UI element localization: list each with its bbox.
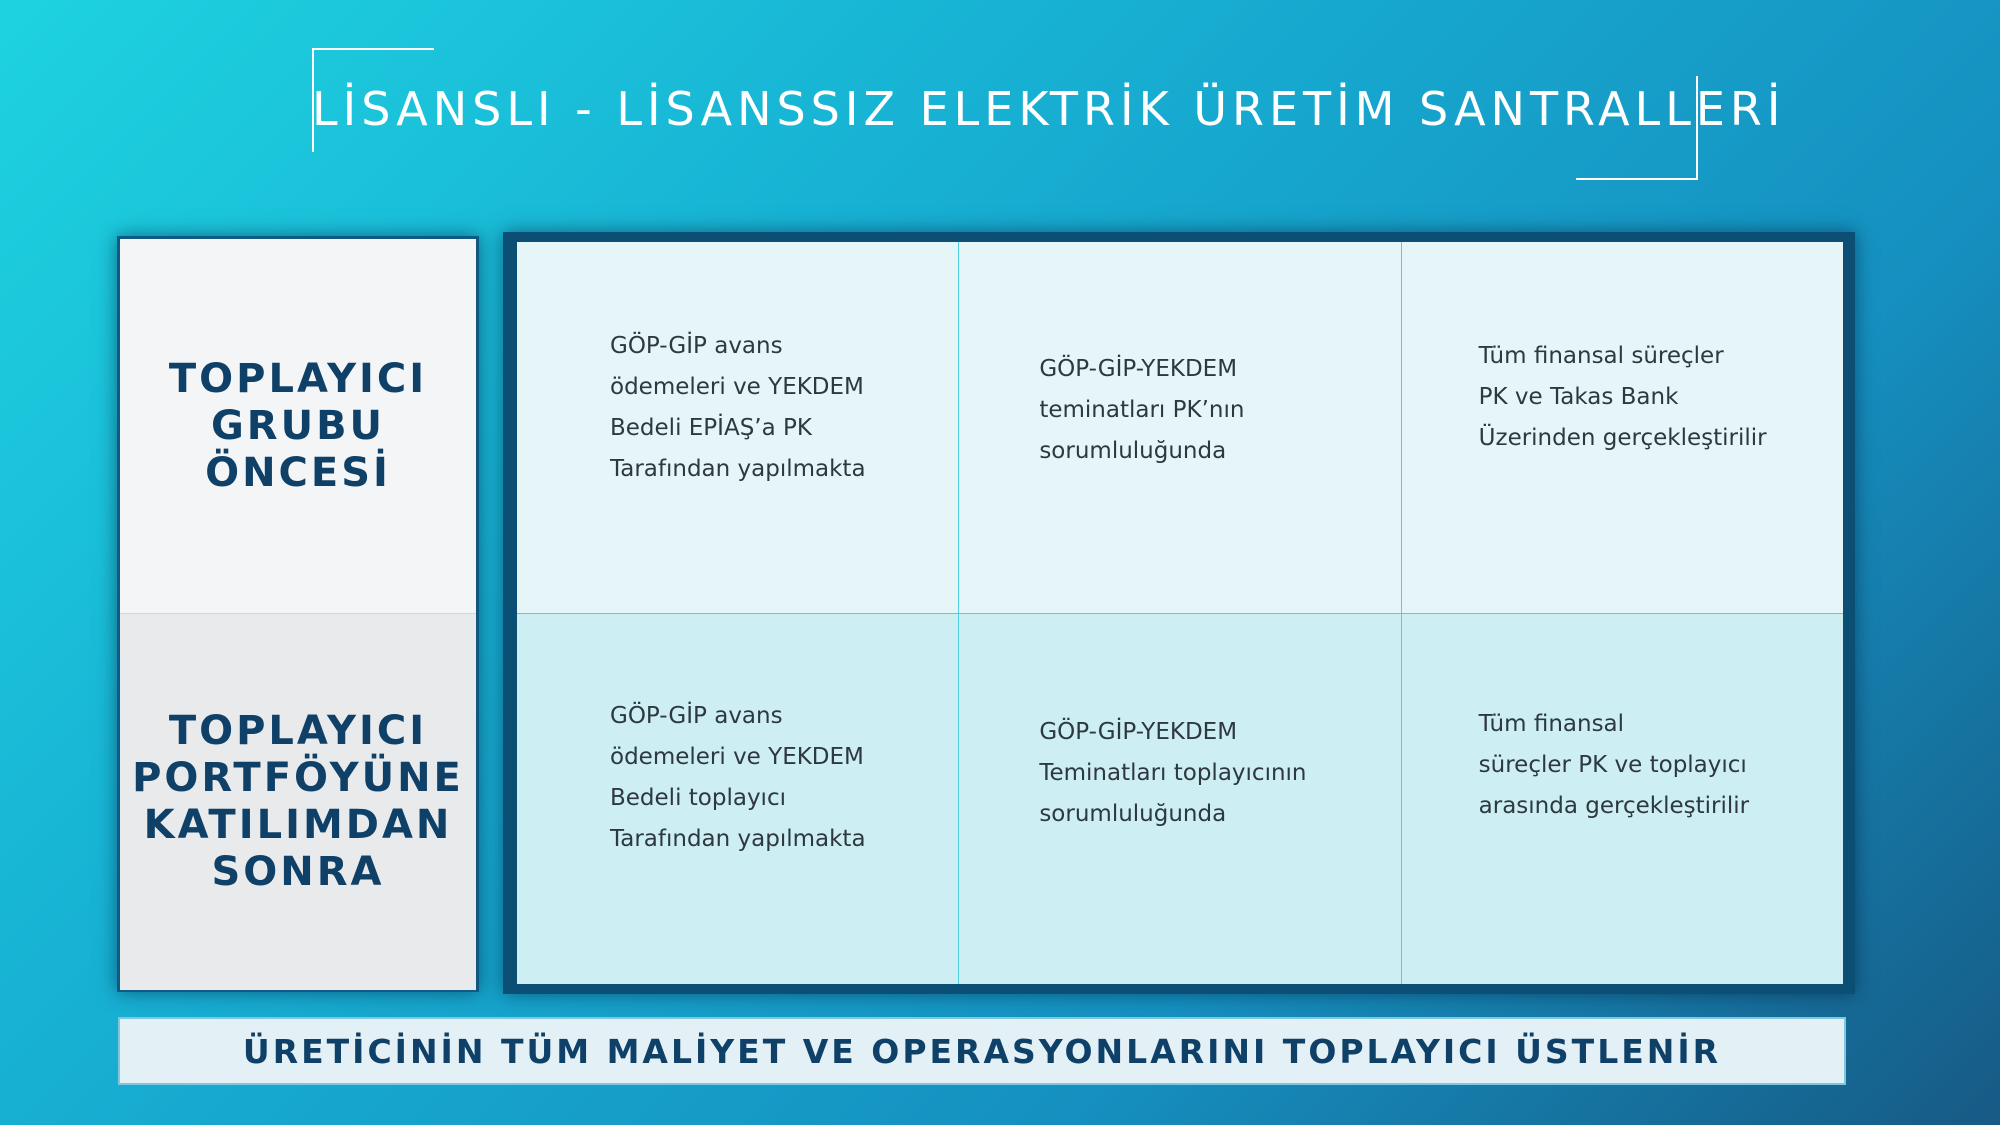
title-frame bbox=[312, 48, 1786, 180]
comparison-grid bbox=[503, 232, 1855, 994]
cell-text: GÖP-GİP-YEKDEM teminatları PK’nın sorumluluğunda bbox=[1039, 356, 1245, 464]
row-label-before bbox=[120, 239, 476, 613]
grid-cell-before-advance bbox=[517, 242, 958, 613]
footer-summary-text: ÜRETİCİNİN TÜM MALİYET VE OPERASYONLARINI TOPLAYICI ÜSTLENİR bbox=[242, 1031, 1722, 1071]
grid-cell-before-finance bbox=[1402, 242, 1843, 613]
row-label-before-text: TOPLAYICI GRUBU ÖNCESİ bbox=[168, 355, 428, 496]
comparison-grid-cells bbox=[517, 242, 1843, 984]
frame-corner-bottom-right bbox=[1576, 178, 1698, 180]
cell-text: Tüm finansal süreçler PK ve toplayıcı arasında gerçekleştirilir bbox=[1478, 710, 1750, 819]
page-title: LİSANSLI - LİSANSSIZ ELEKTRİK ÜRETİM SANTRALLERİ bbox=[312, 82, 1786, 136]
cell-text: GÖP-GİP-YEKDEM Teminatları toplayıcının sorumluluğunda bbox=[1039, 718, 1307, 827]
footer-summary-bar bbox=[118, 1017, 1846, 1085]
row-labels-panel bbox=[117, 236, 479, 992]
cell-text: Tüm finansal süreçler PK ve Takas Bank Üzerinden gerçekleştirilir bbox=[1478, 343, 1767, 451]
grid-cell-after-collateral bbox=[959, 614, 1400, 985]
grid-cell-after-advance bbox=[517, 614, 958, 985]
grid-cell-before-collateral bbox=[959, 242, 1400, 613]
cell-text: GÖP-GİP avans ödemeleri ve YEKDEM Bedeli EPİAŞ’a PK Tarafından yapılmakta bbox=[610, 333, 866, 482]
row-label-after bbox=[120, 613, 476, 990]
frame-corner-top-left bbox=[312, 48, 434, 50]
row-label-after-text: TOPLAYICI PORTFÖYÜNE KATILIMDAN SONRA bbox=[132, 708, 464, 895]
cell-text: GÖP-GİP avans ödemeleri ve YEKDEM Bedeli toplayıcı Tarafından yapılmakta bbox=[610, 702, 866, 852]
grid-cell-after-finance bbox=[1402, 614, 1843, 985]
